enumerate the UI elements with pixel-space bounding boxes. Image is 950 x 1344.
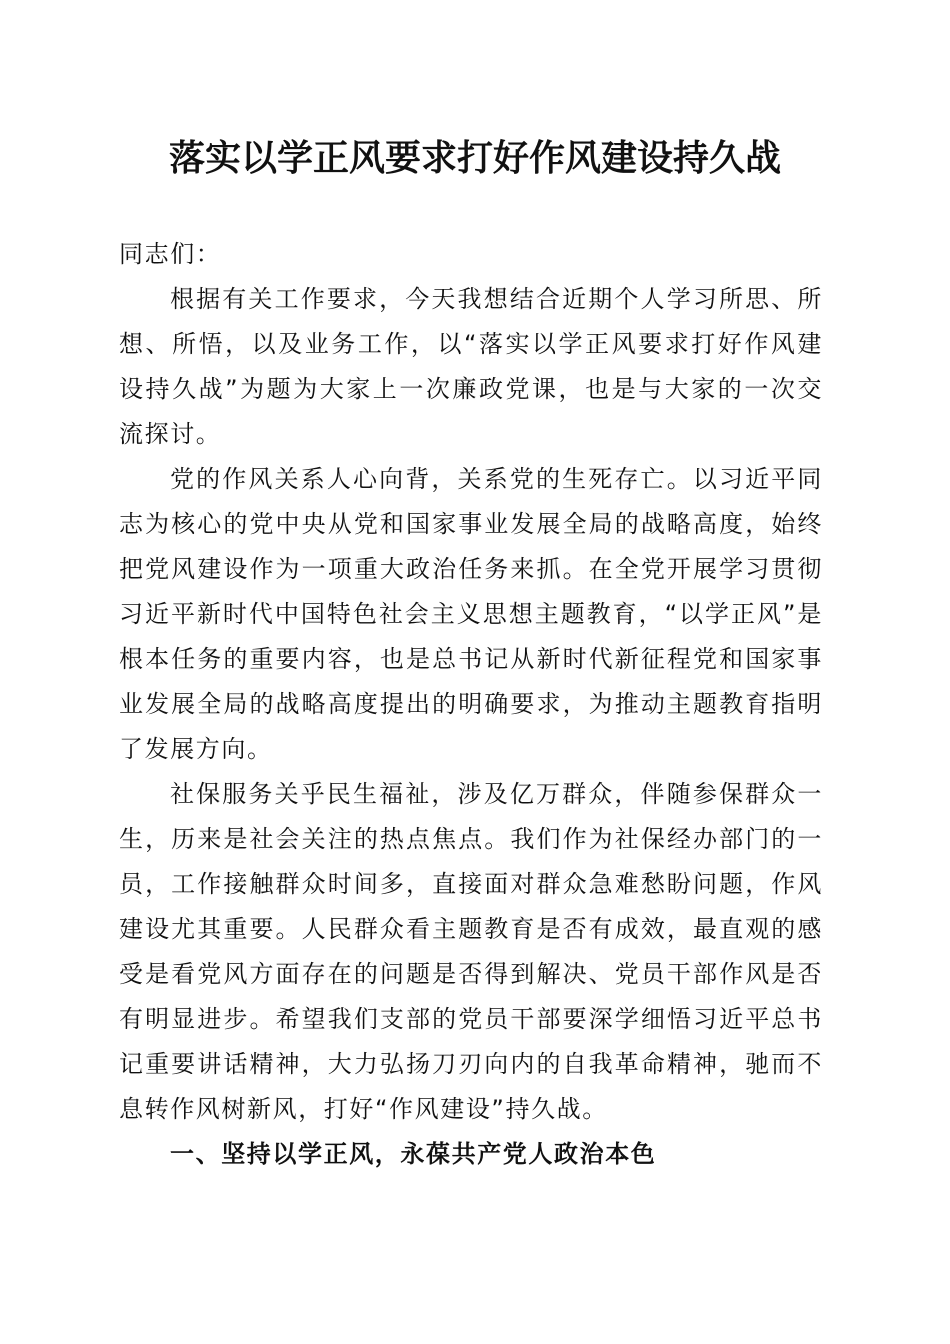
paragraph-social-security: 社保服务关乎民生福祉，涉及亿万群众，伴随参保群众一生，历来是社会关注的热点焦点。我们作为社保经办部门的一员，工作接触群众时间多，直接面对群众急难愁盼问题，作风建设尤其重要。人民群众看主题教育是否有成效，最直观的感受是看党风方面存在的问题是否得到解决、党员干部作风是否有明显进步。希望我们支部的党员干部要深学细悟习近平总书记重要讲话精神，大力弘扬刀刃向内的自我革命精神，驰而不息转作风树新风，打好“作风建设”持久战。 bbox=[119, 780, 823, 1123]
document-body bbox=[119, 232, 823, 1177]
section-heading: 一、坚持以学正风，永葆共产党人政治本色 bbox=[170, 1140, 657, 1168]
paragraph-party-style: 党的作风关系人心向背，关系党的生死存亡。以习近平同志为核心的党中央从党和国家事业发展全局的战略高度，始终把党风建设作为一项重大政治任务来抓。在全党开展学习贯彻习近平新时代中国特色社会主义思想主题教育，“以学正风”是根本任务的重要内容，也是总书记从新时代新征程党和国家事业发展全局的战略高度提出的明确要求，为推动主题教育指明了发展方向。 bbox=[119, 465, 823, 763]
salutation: 同志们： bbox=[119, 240, 222, 268]
document-title: 落实以学正风要求打好作风建设持久战 bbox=[168, 137, 781, 179]
paragraph-intro: 根据有关工作要求，今天我想结合近期个人学习所思、所想、所悟，以及业务工作，以“落实以学正风要求打好作风建设持久战”为题为大家上一次廉政党课，也是与大家的一次交流探讨。 bbox=[119, 285, 823, 448]
